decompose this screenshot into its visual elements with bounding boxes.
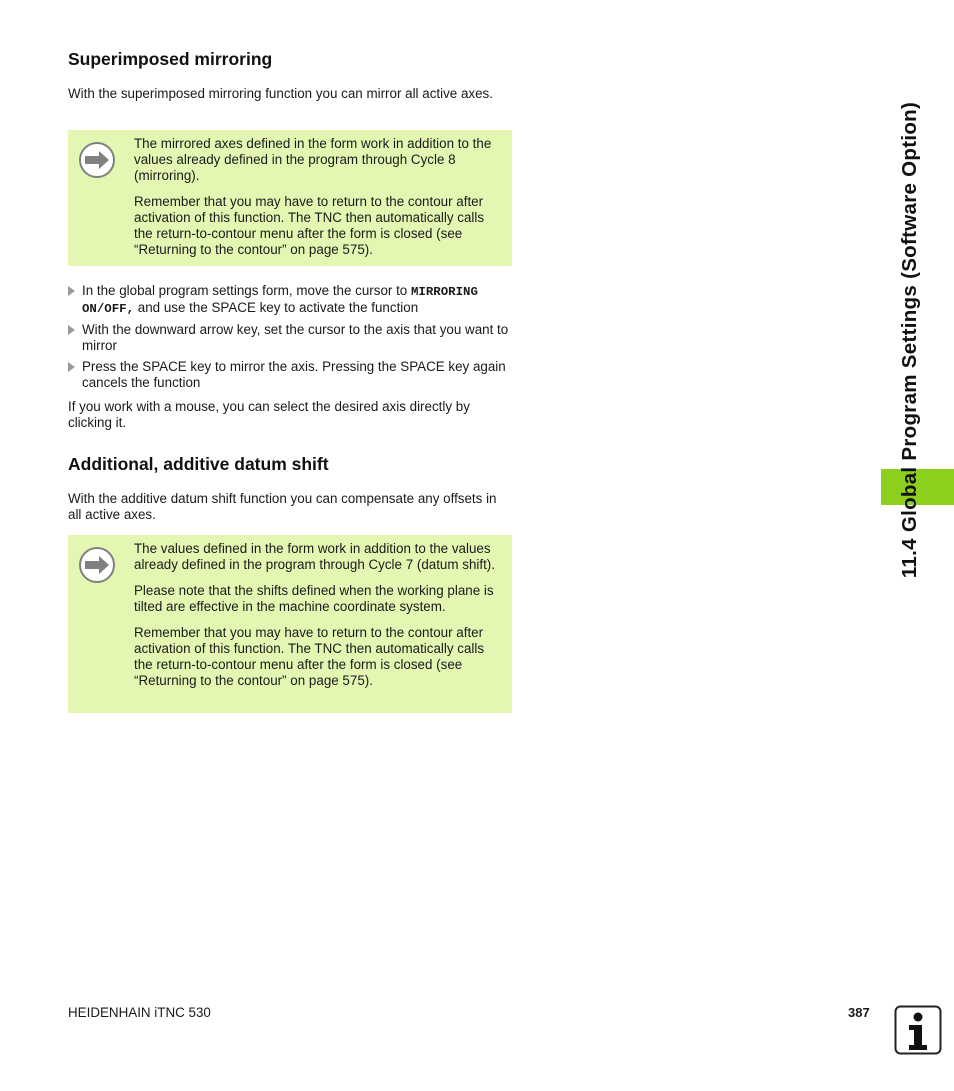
mouse-note: If you work with a mouse, you can select the desired axis directly by clicking it. — [68, 399, 470, 430]
step-1-post: and use the SPACE key to activate the function — [134, 300, 419, 315]
triangle-bullet-icon — [68, 325, 75, 335]
arrow-right-icon — [78, 546, 116, 584]
arrow-right-icon — [78, 141, 116, 179]
list-item — [68, 283, 514, 317]
page-number: 387 — [848, 1005, 870, 1020]
datum-note-para-3: Remember that you may have to return to the contour after activation of this function. The TNC then automatically calls the return-to-contour menu after the form is closed (see “Returning to the contour” on page 575). — [134, 625, 485, 688]
info-icon — [894, 1005, 942, 1055]
list-item — [68, 359, 514, 391]
list-item — [68, 322, 514, 354]
datum-intro: With the additive datum shift function you can compensate any offsets in all active axes. — [68, 491, 497, 522]
triangle-bullet-icon — [68, 286, 75, 296]
mirroring-note-text — [134, 136, 506, 268]
step-3-text: Press the SPACE key to mirror the axis. Pressing the SPACE key again cancels the function — [82, 359, 506, 390]
step-1-code: MIRRORING ON/OFF, — [82, 285, 478, 316]
chapter-title: 11.4 Global Program Settings (Software Option) — [898, 101, 921, 579]
datum-note-para-2: Please note that the shifts defined when the working plane is tilted are effective in the machine coordinate system. — [134, 583, 494, 614]
footer-product: HEIDENHAIN iTNC 530 — [68, 1005, 211, 1020]
heading-additive-datum-shift: Additional, additive datum shift — [68, 454, 329, 474]
mirroring-note-para-2: Remember that you may have to return to the contour after activation of this function. The TNC then automatically calls the return-to-contour menu after the form is closed (see “Returning to the contour” on page 575). — [134, 194, 485, 257]
step-2-text: With the downward arrow key, set the cursor to the axis that you want to mirror — [82, 322, 509, 353]
datum-note-box — [68, 535, 512, 713]
mirroring-steps — [68, 283, 514, 396]
heading-superimposed-mirroring: Superimposed mirroring — [68, 49, 273, 69]
mirroring-note-para-1: The mirrored axes defined in the form work in addition to the values already defined in the program through Cycle 8 (mirroring). — [134, 136, 492, 183]
datum-note-para-1: The values defined in the form work in addition to the values already defined in the program through Cycle 7 (datum shift). — [134, 541, 495, 572]
mirroring-note-box — [68, 130, 512, 266]
step-1-pre: In the global program settings form, move the cursor to — [82, 283, 411, 298]
triangle-bullet-icon — [68, 362, 75, 372]
mirroring-intro: With the superimposed mirroring function you can mirror all active axes. — [68, 86, 493, 101]
datum-note-text — [134, 541, 506, 699]
